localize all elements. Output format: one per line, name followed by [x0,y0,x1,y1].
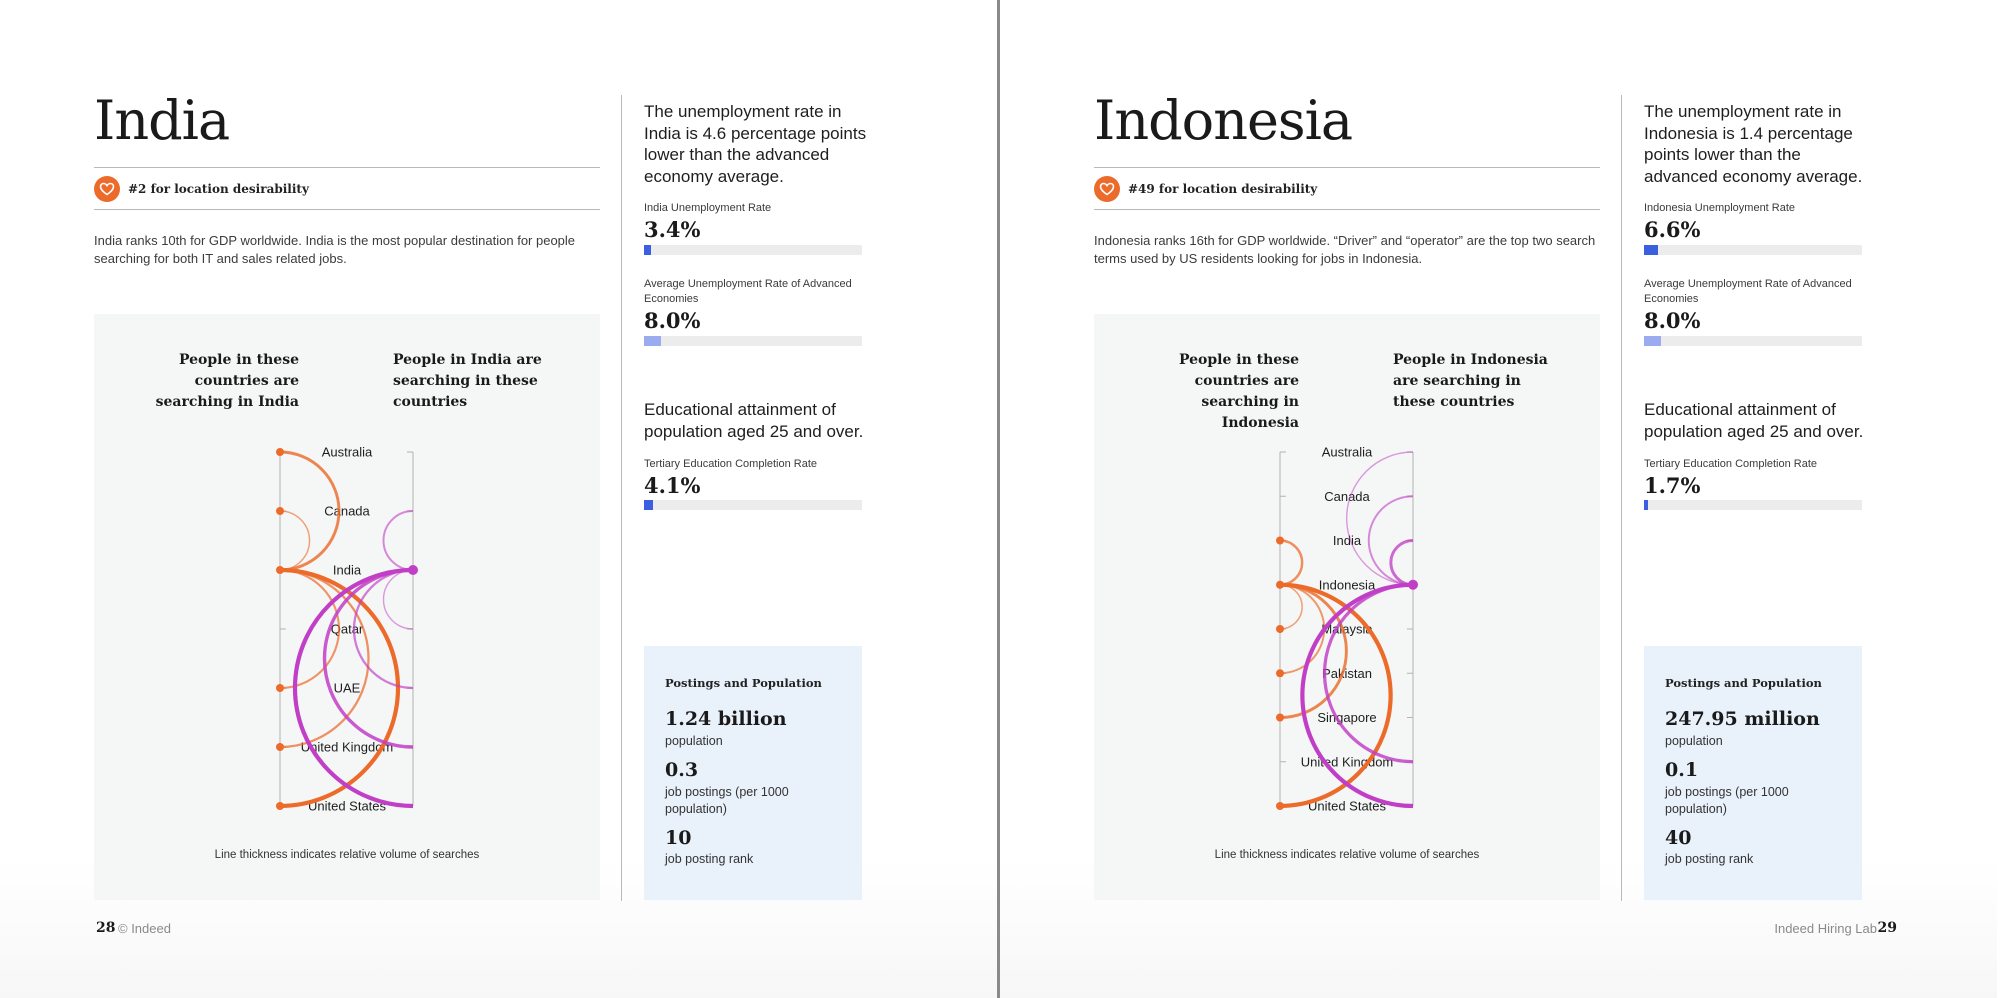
divider [1094,167,1600,168]
average-unemployment-bar [1644,336,1862,346]
unemployment-value: 6.6% [1644,217,1701,242]
inbound-dot-united-states [1276,802,1284,810]
inbound-arc-india [1280,541,1302,585]
rank-label: job posting rank [665,852,754,866]
country-label-australia: Australia [321,444,373,460]
hub-dot-outbound [1408,580,1418,590]
inbound-dot-malaysia [1276,625,1284,633]
inbound-dot-australia [276,448,284,456]
inbound-dot-pakistan [1276,669,1284,677]
average-unemployment-bar-fill [644,336,661,346]
country-label-singapore: Singapore [1317,710,1377,725]
left-heading: People in these countries are searching in Indonesia [1179,352,1299,431]
country-label-australia: Australia [1321,444,1373,460]
heart-icon [1094,176,1120,202]
average-unemployment-bar [644,336,862,346]
page-right [1000,0,1997,998]
population-value: 1.24 billion [665,708,787,730]
country-label-canada: Canada [324,503,370,519]
desirability-badge: #2 for location desirability [128,182,309,196]
page-number: 28 [96,920,116,936]
country-label-indonesia: Indonesia [1318,577,1376,593]
rank-value: 10 [665,827,692,849]
country-label-canada: Canada [1324,488,1370,504]
hub-dot-inbound [276,566,284,574]
education-bar-fill [644,500,653,510]
unemployment-bar-fill [1644,245,1658,255]
average-unemployment-value: 8.0% [1644,308,1701,333]
country-label-pakistan: Pakistan [1322,665,1372,681]
inbound-arc-canada [280,511,310,570]
postings-label: job postings (per 1000 population) [665,785,789,816]
divider [94,209,600,210]
hub-dot-outbound [408,565,418,575]
footer-text: © Indeed [118,921,171,936]
postings-value: 0.3 [665,759,699,781]
education-bar-fill [1644,500,1648,510]
education-value: 1.7% [1644,473,1701,498]
unemployment-bar [644,245,862,255]
hub-dot-inbound [1276,581,1284,589]
population-label: population [1665,734,1723,748]
desirability-badge: #49 for location desirability [1128,182,1318,196]
left-heading: People in these countries are searching in India [155,352,299,410]
search-flow-chart [1094,314,1600,900]
education-headline: Educational attainment of population aged 25 and over. [644,400,864,441]
education-bar [644,500,862,510]
inbound-dot-uae [276,684,284,692]
unemployment-value: 3.4% [644,217,701,242]
education-headline: Educational attainment of population aged 25 and over. [1644,400,1864,441]
page-title: Indonesia [1094,89,1353,152]
education-label: Tertiary Education Completion Rate [644,458,818,470]
postings-title: Postings and Population [1665,676,1822,690]
outbound-arc-qatar [384,570,414,629]
rank-label: job posting rank [1665,852,1754,866]
population-value: 247.95 million [1665,708,1820,730]
inbound-arc-malaysia [1280,585,1302,629]
average-unemployment-bar-fill [1644,336,1661,346]
inbound-dot-singapore [1276,714,1284,722]
postings-population-box [1644,646,1862,900]
outbound-arc-canada [384,511,414,570]
unemployment-headline: The unemployment rate in India is 4.6 percentage points lower than the advanced economy average. [644,102,867,186]
page-number: 29 [1877,920,1897,936]
country-label-india: India [332,562,362,578]
arc-diagram [1094,314,1600,844]
arc-diagram [94,314,600,844]
country-description: India ranks 10th for GDP worldwide. India is the most popular destination for people searching for both IT and sales related jobs. [94,233,576,266]
average-unemployment-label: Average Unemployment Rate of Advanced Economies [644,278,852,305]
country-label-united-states: United States [307,798,387,814]
page-title: India [94,89,230,152]
country-label-united-kingdom: United Kingdom [300,739,394,755]
average-unemployment-value: 8.0% [644,308,701,333]
education-value: 4.1% [644,473,701,498]
page-left [0,0,997,998]
right-heading: People in India are searching in these countries [393,352,542,410]
inbound-dot-united-kingdom [276,743,284,751]
country-label-united-kingdom: United Kingdom [1300,754,1394,770]
chart-note: Line thickness indicates relative volume of searches [1214,849,1480,861]
inbound-dot-united-states [276,802,284,810]
divider [94,167,600,168]
postings-population-box [644,646,862,900]
country-label-united-states: United States [1307,798,1387,814]
postings-value: 0.1 [1665,759,1699,781]
heart-icon [94,176,120,202]
unemployment-bar-fill [644,245,651,255]
outbound-arc-australia [1347,452,1413,585]
postings-title: Postings and Population [665,676,822,690]
country-description: Indonesia ranks 16th for GDP worldwide. “Driver” and “operator” are the top two search terms used by US residents looking for jobs in Indonesia. [1094,233,1596,266]
unemployment-bar [1644,245,1862,255]
chart-note: Line thickness indicates relative volume of searches [214,849,480,861]
right-heading: People in Indonesia are searching in these countries [1393,352,1548,410]
population-label: population [665,734,723,748]
country-label-uae: UAE [333,680,361,696]
column-divider [1621,95,1622,901]
unemployment-headline: The unemployment rate in Indonesia is 1.4 percentage points lower than the advanced economy average. [1644,102,1863,186]
postings-label: job postings (per 1000 population) [1665,785,1789,816]
education-label: Tertiary Education Completion Rate [1644,458,1818,470]
divider [1094,209,1600,210]
education-bar [1644,500,1862,510]
country-label-india: India [1332,533,1362,548]
inbound-dot-canada [276,507,284,515]
unemployment-label: Indonesia Unemployment Rate [1644,202,1796,214]
country-label-qatar: Qatar [330,621,364,637]
search-flow-chart [94,314,600,900]
inbound-dot-india [1276,537,1284,545]
footer-text: Indeed Hiring Lab [1774,921,1877,936]
average-unemployment-label: Average Unemployment Rate of Advanced Economies [1644,278,1852,305]
unemployment-label: India Unemployment Rate [644,202,772,214]
country-label-malaysia: Malaysia [1321,621,1373,637]
column-divider [621,95,622,901]
rank-value: 40 [1665,827,1692,849]
outbound-arc-india [1391,541,1413,585]
